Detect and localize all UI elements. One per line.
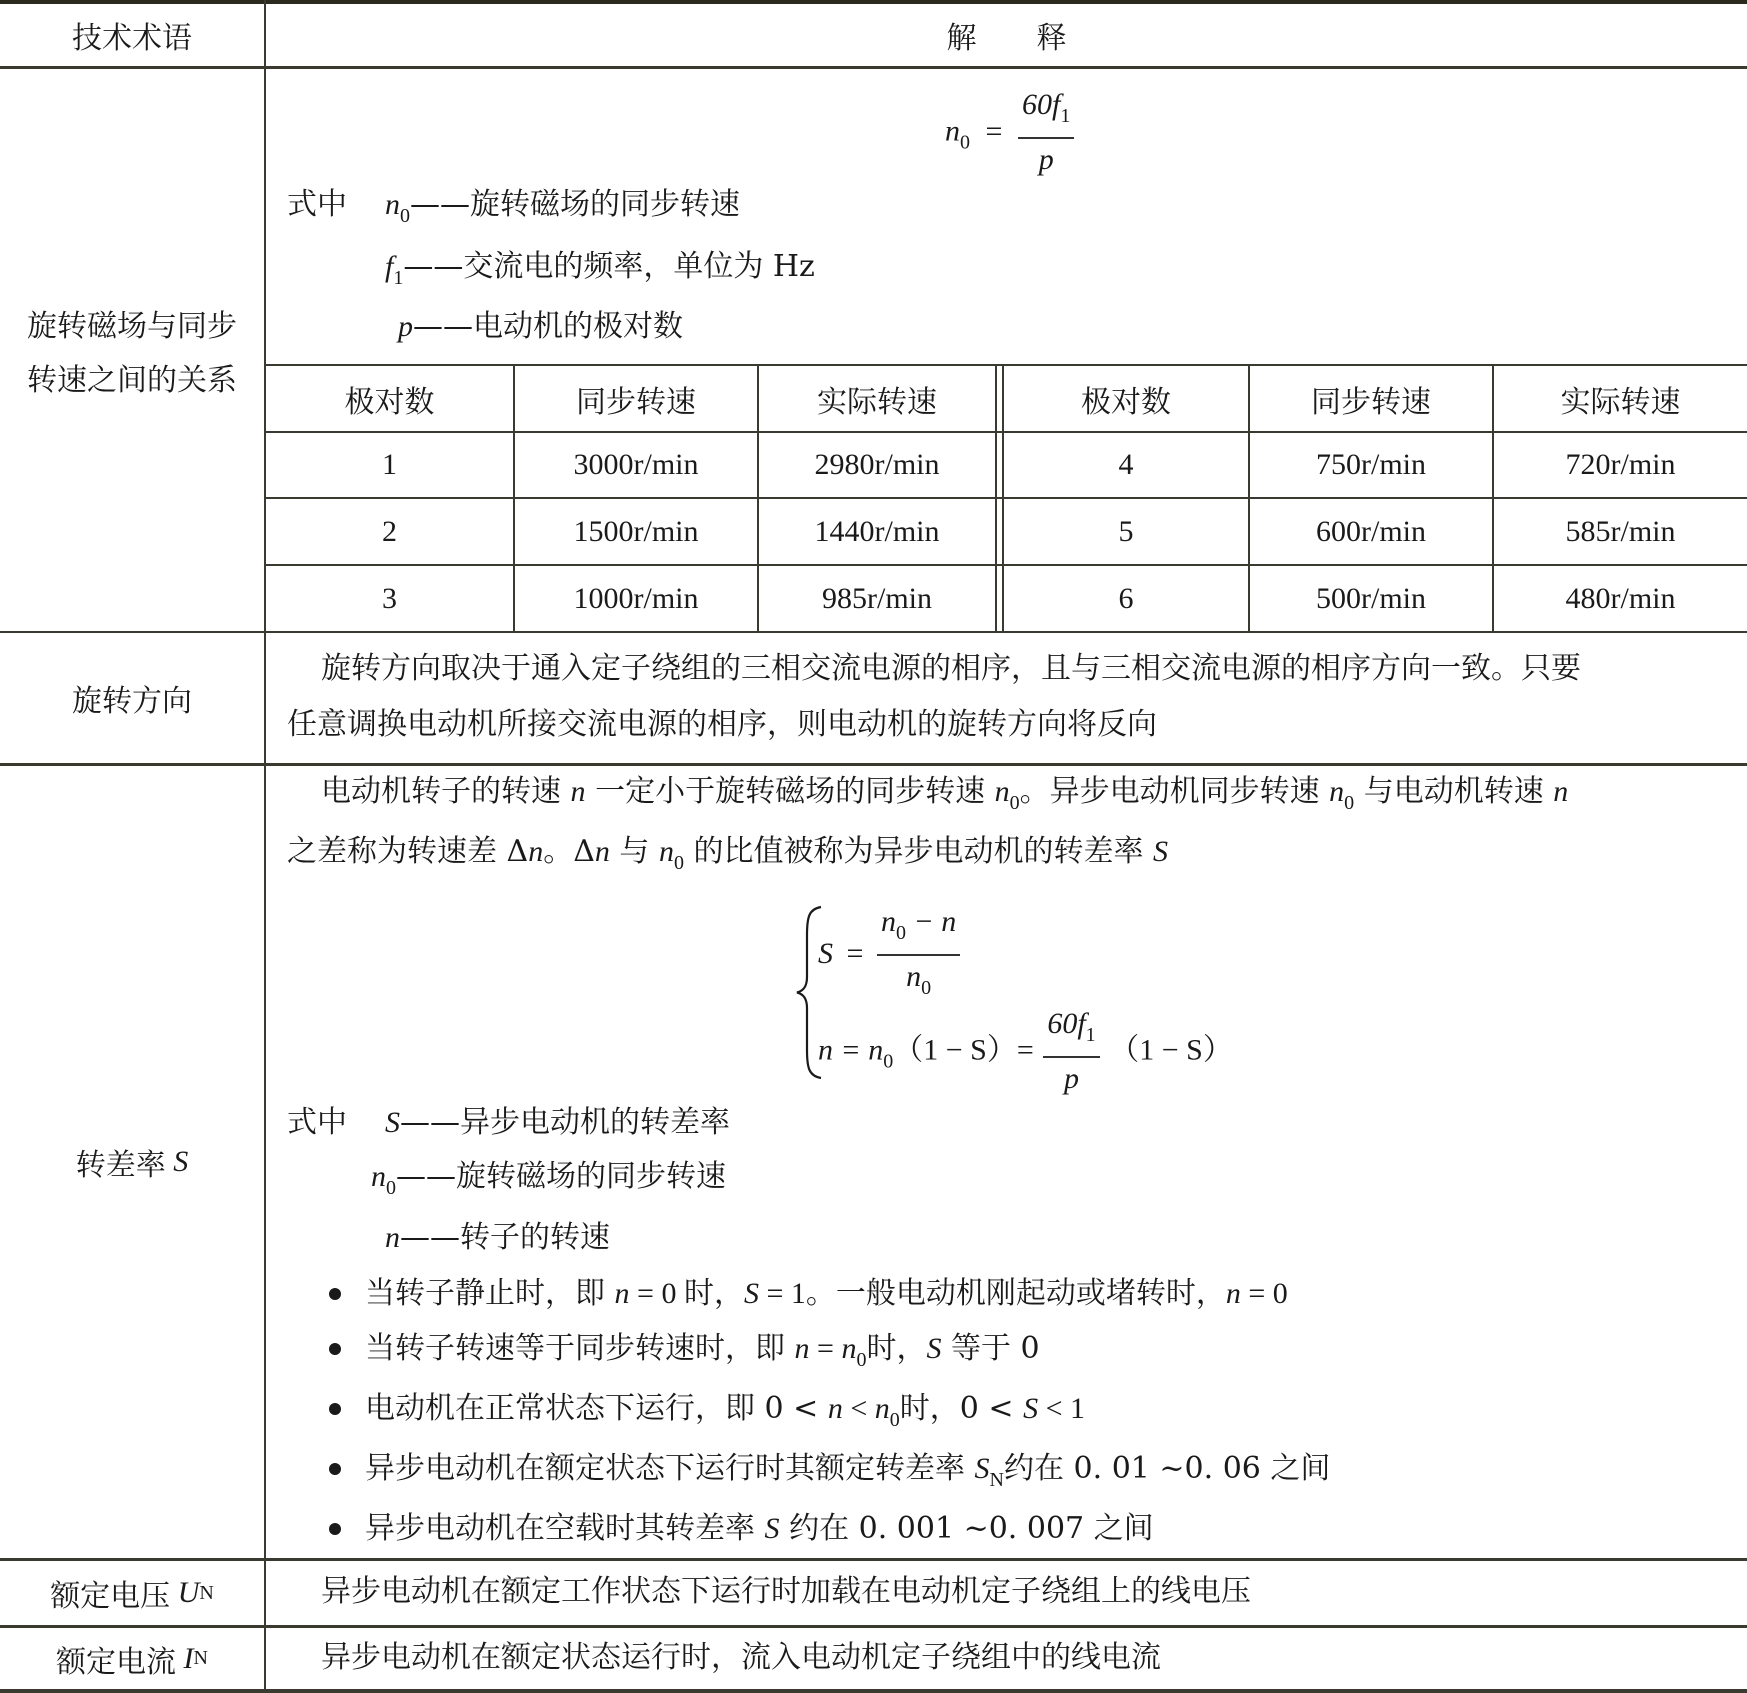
text-run: = 1。一般电动机刚起动或堵转时， bbox=[758, 1277, 1226, 1310]
def-text: ——交流电的频率，单位为 Hz bbox=[403, 249, 815, 284]
voltage-symbol: U bbox=[177, 1576, 200, 1609]
direction-term: 旋转方向 bbox=[72, 685, 192, 718]
def-text: ——电动机的极对数 bbox=[413, 309, 683, 344]
direction-line2: 任意调换电动机所接交流电源的相序，则电动机的旋转方向将反向 bbox=[287, 707, 1157, 742]
sync-formula bbox=[945, 88, 1074, 177]
text-run: < bbox=[842, 1392, 875, 1425]
math-symbol: n bbox=[528, 835, 544, 868]
table-cell: 600r/min bbox=[1316, 514, 1426, 548]
math-symbol: S bbox=[974, 1452, 990, 1485]
current-term bbox=[0, 1628, 264, 1689]
math-symbol: n bbox=[1329, 775, 1345, 808]
slip-bullet-1 bbox=[365, 1277, 1288, 1311]
slip-def-S bbox=[385, 1106, 730, 1140]
direction-line1: 旋转方向取决于通入定子绕组的三相交流电源的相序，且与三相交流电源的相序方向一致。只要 bbox=[321, 651, 1581, 686]
eq1-fraction bbox=[877, 905, 960, 1005]
math-symbol: n bbox=[794, 1332, 810, 1365]
math-symbol: S bbox=[764, 1512, 780, 1545]
def-symbol-sub: 0 bbox=[386, 1177, 396, 1199]
slip-bullet-3 bbox=[365, 1392, 1085, 1437]
table-cell: 1500r/min bbox=[573, 514, 699, 548]
eq2-part-c: （1 − S） bbox=[1109, 1033, 1233, 1067]
table-cell: 1440r/min bbox=[814, 514, 940, 548]
math-sub: N bbox=[989, 1469, 1004, 1491]
eq1-num: n bbox=[881, 905, 897, 938]
inner-header-sync-speed: 同步转速 bbox=[1311, 385, 1431, 419]
slip-where-label: 式中 bbox=[287, 1105, 347, 1140]
table-cell: 2 bbox=[382, 514, 397, 548]
math-symbol: n bbox=[874, 1392, 890, 1425]
table-bottom-border bbox=[0, 1689, 1747, 1693]
voltage-term bbox=[0, 1561, 264, 1625]
text-run: 等于 0 bbox=[941, 1331, 1040, 1366]
slip-def-n0 bbox=[371, 1160, 726, 1205]
formula-num-sub: 1 bbox=[1060, 105, 1071, 127]
voltage-description: 异步电动机在额定工作状态下运行时加载在电动机定子绕组上的线电压 bbox=[321, 1574, 1251, 1609]
eq1-num-sub: 0 bbox=[896, 922, 907, 944]
sync-term bbox=[0, 300, 264, 408]
text-run: = bbox=[809, 1332, 842, 1365]
text-run: = 0 bbox=[1240, 1277, 1288, 1310]
text-run: 时，0 < bbox=[899, 1391, 1024, 1426]
math-sub: 0 bbox=[673, 852, 684, 874]
text-run: 一定小于旋转磁场的同步转速 bbox=[585, 774, 995, 809]
inner-header-sync-speed: 同步转速 bbox=[576, 385, 696, 419]
table-cell: 720r/min bbox=[1565, 448, 1676, 481]
slip-paragraph-line2 bbox=[287, 835, 1168, 880]
math-symbol: n bbox=[614, 1277, 630, 1310]
slip-term bbox=[0, 766, 264, 1558]
header-bottom-border bbox=[0, 66, 1747, 69]
def-text: ——异步电动机的转差率 bbox=[400, 1105, 730, 1140]
text-run: < 1 bbox=[1038, 1392, 1085, 1425]
def-symbol: n bbox=[371, 1160, 386, 1193]
sync-def-p bbox=[398, 310, 683, 344]
text-run: 。Δ bbox=[543, 834, 595, 869]
sync-term-line2: 转速之间的关系 bbox=[27, 363, 237, 398]
table-cell: 3000r/min bbox=[573, 448, 699, 481]
eq2-num: 60f bbox=[1047, 1007, 1086, 1040]
sync-def-n0 bbox=[385, 188, 740, 233]
math-symbol: n bbox=[570, 775, 586, 808]
math-symbol: n bbox=[1553, 775, 1569, 808]
text-run: 当转子静止时，即 bbox=[365, 1276, 615, 1311]
table-cell: 1 bbox=[382, 448, 397, 481]
eq1-den: n bbox=[906, 960, 922, 993]
slip-term-text: 转差率 bbox=[75, 1149, 166, 1182]
formula-num: 60f bbox=[1022, 88, 1061, 121]
column-divider bbox=[264, 0, 266, 1693]
def-text: ——转子的转速 bbox=[400, 1220, 610, 1255]
bullet-dot-icon bbox=[329, 1288, 341, 1300]
eq2-num-sub: 1 bbox=[1085, 1024, 1096, 1046]
table-cell: 2980r/min bbox=[814, 448, 940, 481]
table-cell: 585r/min bbox=[1565, 514, 1676, 548]
math-symbol: n bbox=[827, 1392, 843, 1425]
current-term-text: 额定电流 bbox=[56, 1645, 177, 1679]
math-symbol: S bbox=[1153, 835, 1169, 868]
def-text: ——旋转磁场的同步转速 bbox=[410, 187, 740, 222]
slip-term-symbol: S bbox=[173, 1145, 189, 1178]
eq1-eq: = bbox=[846, 937, 864, 970]
eq2-part-b: （1 − S）= bbox=[893, 1033, 1034, 1067]
formula-den: p bbox=[1038, 143, 1054, 176]
text-run: 电动机转子的转速 bbox=[321, 774, 571, 809]
def-symbol: S bbox=[385, 1106, 400, 1139]
eq2-sub: 0 bbox=[883, 1050, 894, 1073]
slip-def-n bbox=[385, 1221, 610, 1255]
text-run: 之差称为转速差 Δ bbox=[287, 834, 529, 869]
def-symbol-sub: 0 bbox=[400, 205, 410, 227]
inner-col-double-divider bbox=[995, 365, 997, 632]
text-run: 。异步电动机同步转速 bbox=[1019, 774, 1330, 809]
eq1-lhs: S bbox=[818, 937, 833, 970]
math-sub: 0 bbox=[856, 1349, 867, 1371]
slip-bullet-5 bbox=[365, 1512, 1154, 1546]
text-run: 异步电动机在额定状态下运行时其额定转差率 bbox=[365, 1451, 975, 1486]
table-cell: 5 bbox=[1118, 514, 1134, 548]
table-cell: 750r/min bbox=[1316, 448, 1426, 481]
table-cell: 1000r/min bbox=[573, 581, 699, 615]
slip-bullet-4 bbox=[365, 1452, 1330, 1497]
sync-where-label: 式中 bbox=[287, 187, 347, 222]
def-symbol: p bbox=[398, 310, 413, 343]
math-sub: 0 bbox=[1009, 792, 1020, 814]
def-symbol: n bbox=[385, 1221, 400, 1254]
slip-equation-2 bbox=[818, 1007, 1233, 1096]
text-run: = 0 时， bbox=[629, 1277, 744, 1310]
slip-bullet-2 bbox=[365, 1332, 1040, 1377]
def-symbol: f bbox=[385, 250, 394, 283]
inner-header-pole-pairs: 极对数 bbox=[1081, 385, 1171, 419]
header-explanation: 解 释 bbox=[946, 22, 1067, 55]
bullet-dot-icon bbox=[329, 1403, 341, 1415]
def-text: ——旋转磁场的同步转速 bbox=[396, 1159, 726, 1194]
math-symbol: n bbox=[841, 1332, 857, 1365]
text-run: 的比值被称为异步电动机的转差率 bbox=[683, 834, 1154, 869]
eq2-den: p bbox=[1064, 1062, 1079, 1095]
voltage-symbol-sub: N bbox=[199, 1581, 214, 1604]
math-symbol: S bbox=[743, 1277, 759, 1310]
sync-term-line1: 旋转磁场与同步 bbox=[27, 309, 237, 344]
inner-header-actual-speed: 实际转速 bbox=[817, 385, 937, 419]
table-cell: 6 bbox=[1118, 581, 1134, 615]
math-sub: 0 bbox=[889, 1409, 900, 1431]
table-cell: 480r/min bbox=[1565, 581, 1676, 615]
formula-eq: = bbox=[985, 114, 1003, 148]
math-symbol: S bbox=[926, 1332, 942, 1365]
table-cell: 500r/min bbox=[1316, 581, 1426, 615]
def-symbol: n bbox=[385, 188, 400, 221]
text-run: 异步电动机在空载时其转差率 bbox=[365, 1511, 765, 1546]
eq2-part-a: n = n bbox=[818, 1033, 884, 1067]
text-run: 约在 0. 001 ~0. 007 之间 bbox=[779, 1511, 1154, 1546]
current-symbol-sub: N bbox=[193, 1647, 208, 1669]
header-term: 技术术语 bbox=[72, 22, 192, 55]
formula-lhs: n bbox=[945, 114, 960, 148]
bullet-dot-icon bbox=[329, 1343, 341, 1355]
sync-def-f1 bbox=[385, 250, 815, 295]
current-symbol: I bbox=[183, 1641, 194, 1675]
math-sub: 0 bbox=[1344, 792, 1355, 814]
table-cell: 3 bbox=[382, 581, 397, 615]
inner-header-pole-pairs: 极对数 bbox=[344, 385, 435, 419]
text-run: 当转子转速等于同步转速时，即 bbox=[365, 1331, 795, 1366]
math-symbol: n bbox=[658, 835, 674, 868]
bullet-dot-icon bbox=[329, 1463, 341, 1475]
voltage-term-text: 额定电压 bbox=[50, 1580, 171, 1613]
slip-paragraph-line1 bbox=[321, 775, 1568, 820]
current-description: 异步电动机在额定状态运行时，流入电动机定子绕组中的线电流 bbox=[321, 1640, 1161, 1675]
def-symbol-sub: 1 bbox=[393, 267, 404, 289]
text-run: 与 bbox=[609, 834, 659, 869]
slip-equation-1 bbox=[818, 905, 960, 1005]
math-symbol: S bbox=[1023, 1392, 1039, 1425]
bullet-dot-icon bbox=[329, 1523, 341, 1535]
eq2-fraction bbox=[1043, 1007, 1099, 1096]
table-cell: 985r/min bbox=[822, 581, 932, 615]
text-run: 约在 0. 01 ~0. 06 之间 bbox=[1004, 1451, 1331, 1486]
math-symbol: n bbox=[1225, 1277, 1241, 1310]
inner-header-actual-speed: 实际转速 bbox=[1560, 385, 1681, 419]
math-symbol: n bbox=[594, 835, 610, 868]
table-cell: 4 bbox=[1118, 448, 1134, 481]
text-run: 时， bbox=[866, 1331, 927, 1366]
formula-fraction bbox=[1018, 88, 1074, 177]
text-run: 电动机在正常状态下运行，即 0 < bbox=[365, 1391, 828, 1426]
formula-lhs-sub: 0 bbox=[960, 131, 970, 154]
text-run: 与电动机转速 bbox=[1354, 774, 1554, 809]
eq1-num-rest: − n bbox=[906, 905, 957, 938]
eq1-den-sub: 0 bbox=[921, 977, 932, 999]
math-symbol: n bbox=[994, 775, 1010, 808]
